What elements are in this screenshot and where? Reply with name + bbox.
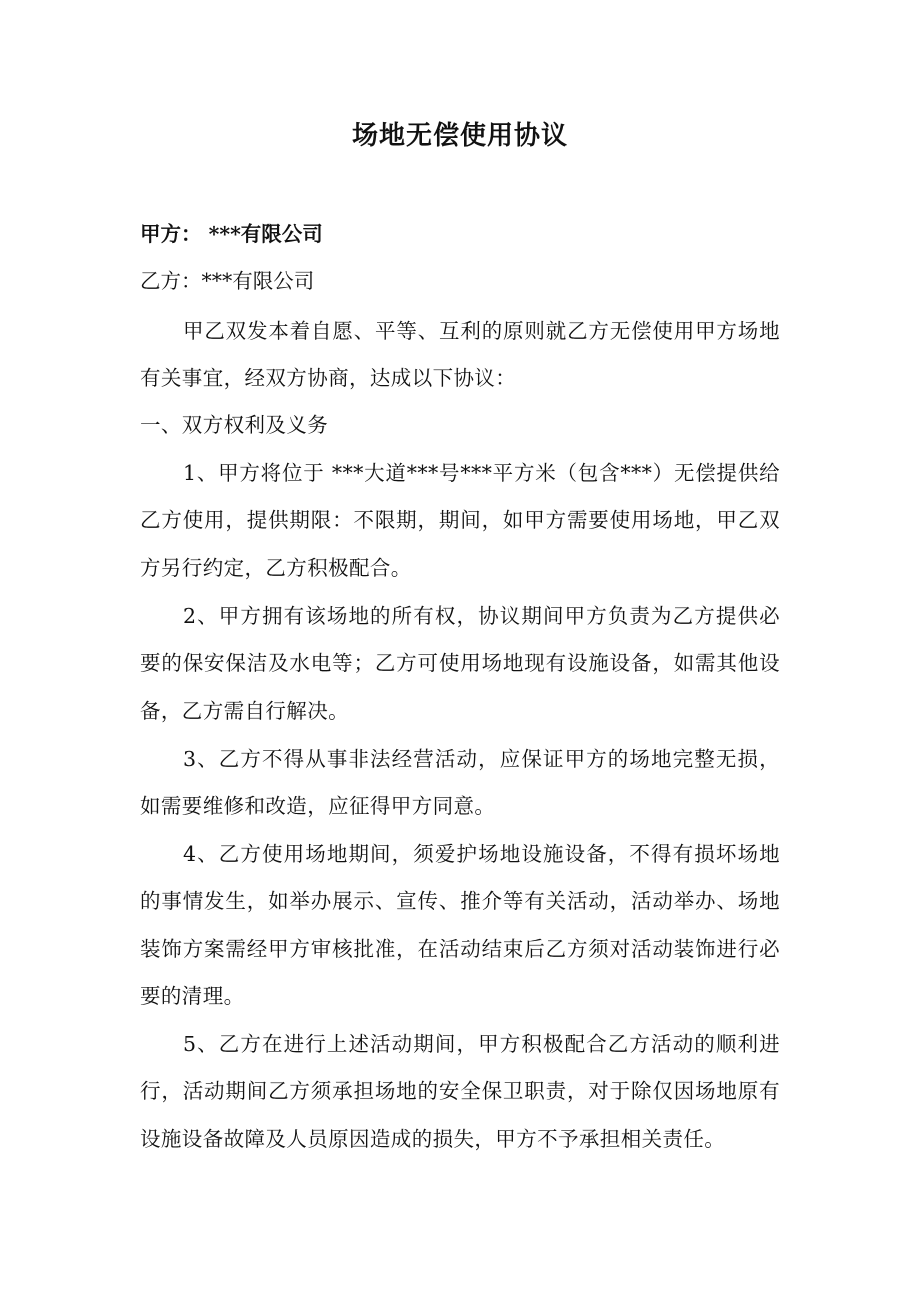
clause-4: 4、乙方使用场地期间，须爱护场地设施设备，不得有损坏场地的事情发生，如举办展示、宣传、推介等有关活动，活动举办、场地装饰方案需经甲方审核批准，在活动结束后乙方须对活动装饰进行必要的清理。 [140, 842, 780, 1008]
clause-1: 1、甲方将位于 ***大道***号***平方米（包含***）无偿提供给乙方使用，提供期限：不限期，期间，如甲方需要使用场地，甲乙双方另行约定，乙方积极配合。 [140, 461, 780, 580]
party-b-line: 乙方：***有限公司 [140, 269, 315, 293]
clause-2: 2、甲方拥有该场地的所有权，协议期间甲方负责为乙方提供必要的保安保洁及水电等；乙方可使用场地现有设施设备，如需其他设备，乙方需自行解决。 [140, 604, 780, 723]
section-heading: 一、双方权利及义务 [140, 413, 329, 437]
document-title: 场地无偿使用协议 [351, 121, 568, 151]
party-a-line: 甲方： ***有限公司 [140, 222, 323, 246]
intro-paragraph: 甲乙双发本着自愿、平等、互利的原则就乙方无偿使用甲方场地有关事宜，经双方协商，达成以下协议： [140, 319, 780, 391]
clause-3: 3、乙方不得从事非法经营活动，应保证甲方的场地完整无损，如需要维修和改造，应征得甲方同意。 [140, 747, 780, 819]
clause-5: 5、乙方在进行上述活动期间，甲方积极配合乙方活动的顺利进行，活动期间乙方须承担场地的安全保卫职责，对于除仅因场地原有设施设备故障及人员原因造成的损失，甲方不予承担相关责任。 [140, 1032, 780, 1151]
